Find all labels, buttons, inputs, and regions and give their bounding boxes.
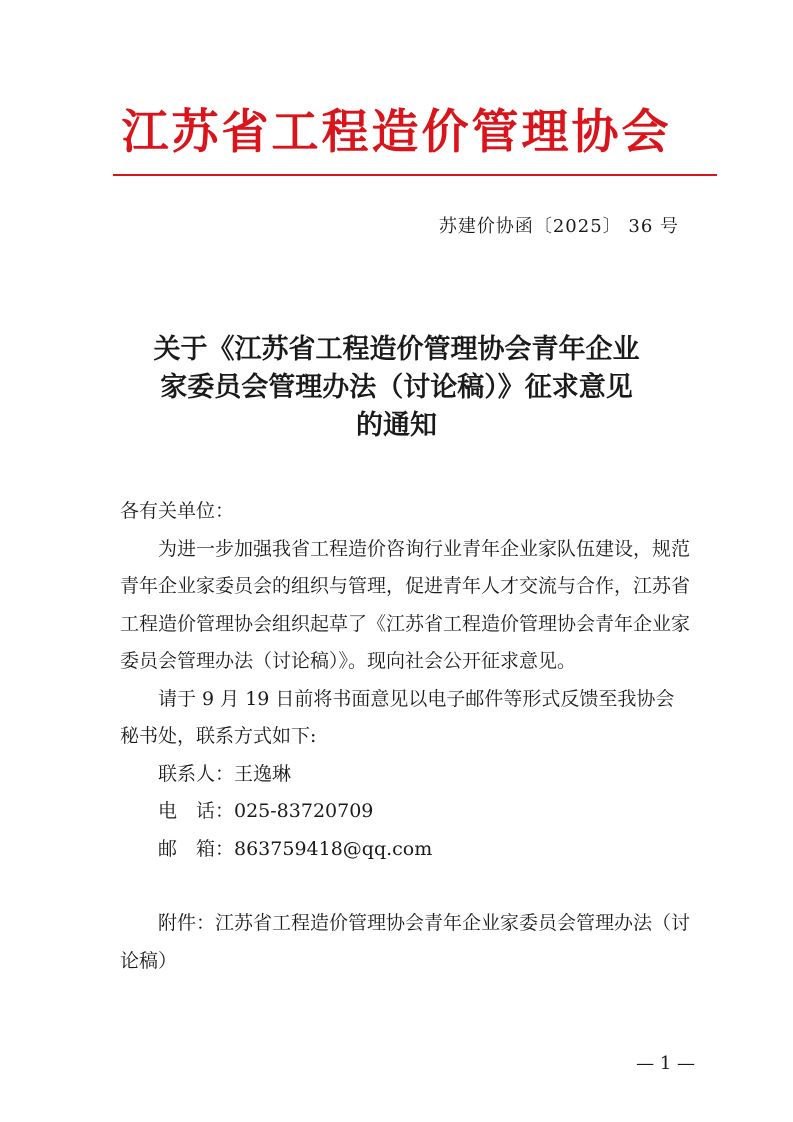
page-number: — 1 — (636, 1053, 695, 1074)
document-title-line: 的通知 (356, 410, 437, 441)
document-title-line: 家委员会管理办法（讨论稿）》征求意见 (160, 372, 633, 403)
contact-phone: 电 话：025-83720709 (158, 800, 374, 822)
contact-email[interactable]: 邮 箱：863759418@qq.com (158, 837, 433, 860)
paragraph-spacer (120, 868, 690, 905)
contact-person: 联系人：王逸琳 (158, 762, 292, 785)
body-paragraph: 请于 9 月 19 日前将书面意见以电子邮件等形式反馈至我协会秘书处，联系方式如下: (120, 687, 675, 747)
salutation: 各有关单位： (120, 500, 235, 522)
header-red-rule (113, 174, 717, 176)
org-header-title: 江苏省工程造价管理协会 (121, 105, 672, 160)
document-body (120, 493, 690, 980)
document-title-line: 关于《江苏省工程造价管理协会青年企业 (153, 334, 640, 365)
attachment-note: 附件：江苏省工程造价管理协会青年企业家委员会管理办法（讨论稿） (120, 912, 691, 972)
body-paragraph: 为进一步加强我省工程造价咨询行业青年企业家队伍建设，规范青年企业家委员会的组织与管理，促进青年人才交流与合作，江苏省工程造价管理协会组织起草了《江苏省工程造价管理协会青年企业家委员会管理办法（讨论稿）》。现向社会公开征求意见。 (120, 537, 691, 672)
document-number: 苏建价协函〔2025〕 36 号 (438, 216, 679, 237)
document-title (100, 331, 693, 445)
